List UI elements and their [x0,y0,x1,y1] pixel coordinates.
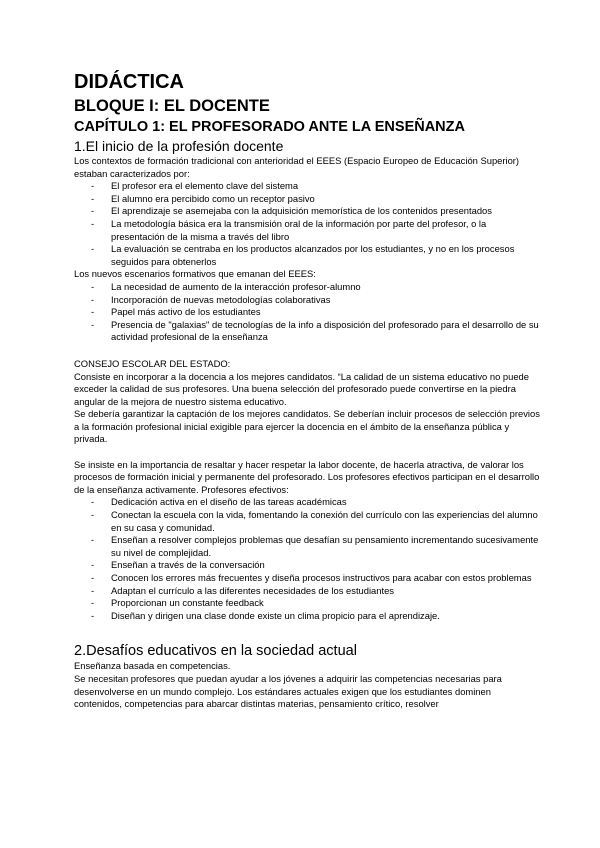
section-1-heading: 1.El inicio de la profesión docente [74,138,284,154]
list-item: - Enseñan a resolver complejos problemas que desafían su pensamiento incrementando sucesivamente su nivel de complejidad. [74,534,540,559]
list-item: - Incorporación de nuevas metodologías colaborativas [74,294,540,307]
consejo-heading: CONSEJO ESCOLAR DEL ESTADO: [74,357,231,369]
list-item: - Dedicación activa en el diseño de las tareas académicas [74,496,540,509]
list-item: - La necesidad de aumento de la interacción profesor-alumno [74,281,540,294]
new-scenarios-list [74,281,540,344]
list-item: - Proporcionan un constante feedback [74,597,540,610]
consejo-paragraph-1: Consiste en incorporar a la docencia a los mejores candidatos. “La calidad de un sistema educativo no puede exceder la calidad de sus profesores. Una buena selección del profesorado puede convertirse en la piedra angular de la mejora de nuestro sistema educativo. [74,370,529,407]
section-2-heading: 2.Desafíos educativos en la sociedad actual [74,643,357,660]
list-item: - Diseñan y dirigen una clase donde existe un clima propicio para el aprendizaje. [74,610,540,623]
consejo-paragraph-2: Se debería garantizar la captación de los mejores candidatos. Se deberían incluir procesos de selección previos a la formación profesional inicial exigible para ejercer la docencia en el ámbito de la enseñanza pública y privada. [74,408,540,445]
block-title: BLOQUE I: EL DOCENTE [74,97,270,115]
list-item: - Adaptan el currículo a las diferentes necesidades de los estudiantes [74,585,540,598]
list-item: - El profesor era el elemento clave del sistema [74,180,540,193]
section-2-subheading: Enseñanza basada en competencias. [74,660,231,672]
chapter-title: CAPÍTULO 1: EL PROFESORADO ANTE LA ENSEÑANZA [74,119,465,135]
list-item: - Presencia de "galaxias" de tecnologías de la info a disposición del profesorado para el desarrollo de su actividad profesional de la enseñanza [74,319,540,344]
list-item: - Conectan la escuela con la vida, fomentando la conexión del currículo con las experiencias del alumno en su casa y comunidad. [74,509,540,534]
effective-teachers-list [74,496,540,622]
section-1-intro: Los contextos de formación tradicional con anterioridad el EEES (Espacio Europeo de Educación Superior) estaban caracterizados por: [74,155,520,179]
traditional-features-list [74,180,540,268]
list-item: - El alumno era percibido como un receptor pasivo [74,193,540,206]
list-item: - El aprendizaje se asemejaba con la adquisición memorística de los contenidos presentados [74,205,540,218]
list-item: - La evaluación se centraba en los productos alcanzados por los estudiantes, y no en los procesos seguidos para obtenerlos [74,243,540,268]
list-item: - Papel más activo de los estudiantes [74,306,540,319]
document-title: DIDÁCTICA [74,71,184,93]
list-item: - Enseñan a través de la conversación [74,559,540,572]
list-item: - La metodología básica era la transmisión oral de la información por parte del profesor, o la presentación de la misma a través del libro [74,218,540,243]
section-2-paragraph: Se necesitan profesores que puedan ayudar a los jóvenes a adquirir las competencias necesarias para desenvolverse en un mundo complejo. Los estándares actuales exigen que los estudiantes dominen contenidos, competencias para abarcar distintas materias, pensamiento crítico, resolver [74,672,502,710]
new-scenarios-intro: Los nuevos escenarios formativos que emanan del EEES: [74,268,316,280]
insiste-paragraph: Se insiste en la importancia de resaltar y hacer respetar la labor docente, de hacerla atractiva, de valorar los procesos de formación inicial y permanente del profesorado. Los profesores efectivos participan en el desarrollo de la enseñanza activamente. Profesores efectivos: [74,458,540,495]
list-item: - Conocen los errores más frecuentes y diseña procesos instructivos para acabar con estos problemas [74,572,540,585]
